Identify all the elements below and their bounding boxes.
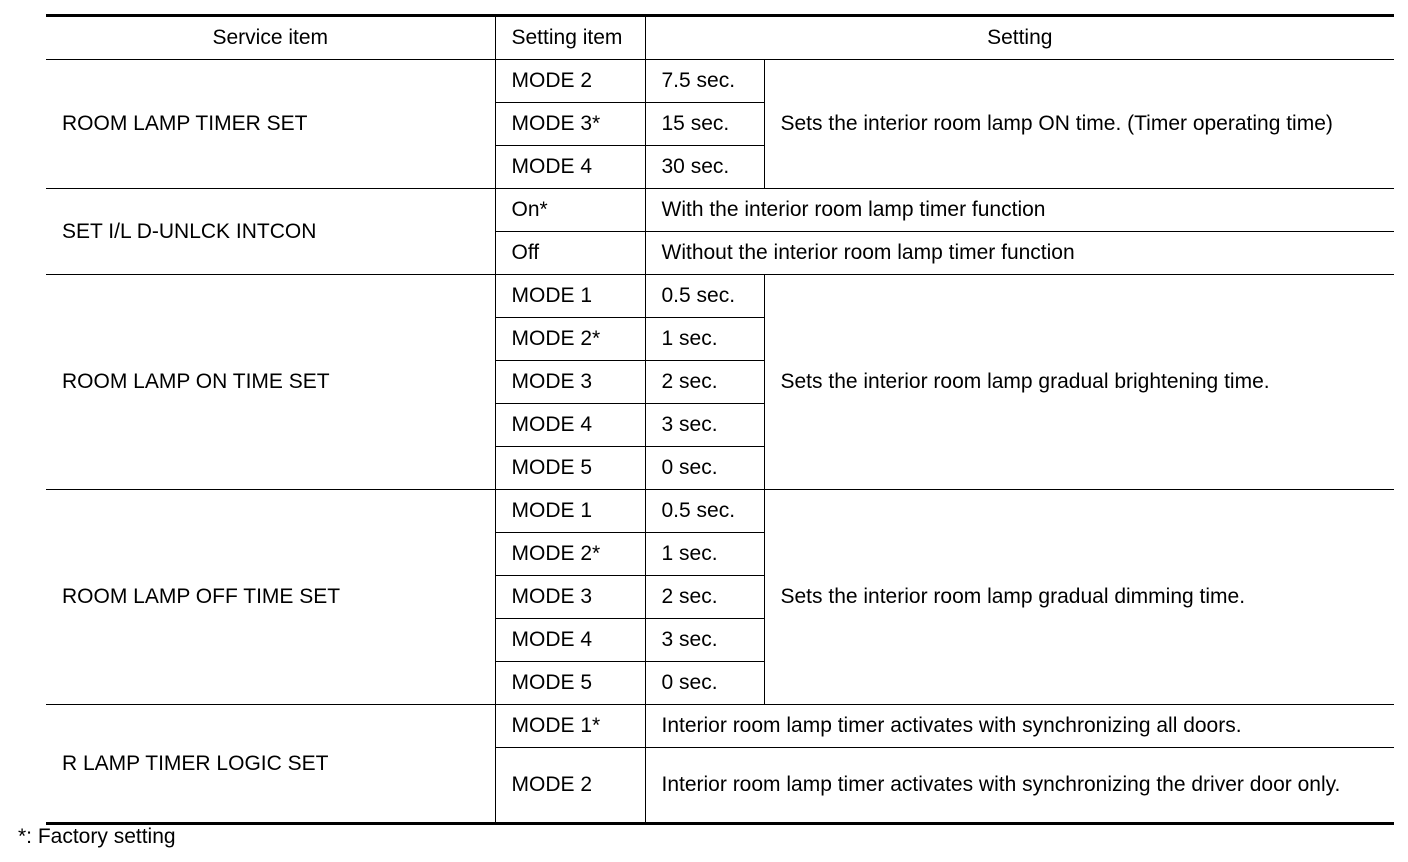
footnote: *: Factory setting <box>18 825 176 848</box>
setting-value-cell: Without the interior room lamp timer function <box>645 232 1394 275</box>
service-item-cell: ROOM LAMP OFF TIME SET <box>46 490 495 705</box>
setting-value-cell: 2 sec. <box>645 361 764 404</box>
setting-value-cell: 3 sec. <box>645 404 764 447</box>
table-row <box>46 275 1394 318</box>
setting-value-cell: 0.5 sec. <box>645 275 764 318</box>
setting-value-cell: 30 sec. <box>645 146 764 189</box>
service-item-cell: ROOM LAMP TIMER SET <box>46 60 495 189</box>
service-item-cell: ROOM LAMP ON TIME SET <box>46 275 495 490</box>
setting-item-cell: MODE 2* <box>495 533 645 576</box>
setting-value-cell: With the interior room lamp timer function <box>645 189 1394 232</box>
table-row <box>46 60 1394 103</box>
settings-table <box>46 14 1394 825</box>
header-row <box>46 16 1394 60</box>
setting-item-cell: Off <box>495 232 645 275</box>
setting-item-cell: MODE 3 <box>495 361 645 404</box>
setting-value-cell: 1 sec. <box>645 533 764 576</box>
setting-value-cell: 0 sec. <box>645 662 764 705</box>
setting-description-cell: Sets the interior room lamp gradual dimming time. <box>764 490 1394 705</box>
setting-value-cell: 2 sec. <box>645 576 764 619</box>
service-item-cell: R LAMP TIMER LOGIC SET <box>46 705 495 824</box>
setting-value-cell: Interior room lamp timer activates with synchronizing the driver door only. <box>645 748 1394 824</box>
header-setting-item: Setting item <box>495 16 645 60</box>
setting-description-cell: Sets the interior room lamp gradual brightening time. <box>764 275 1394 490</box>
setting-item-cell: MODE 4 <box>495 404 645 447</box>
setting-value-cell: 15 sec. <box>645 103 764 146</box>
setting-item-cell: MODE 1 <box>495 490 645 533</box>
setting-item-cell: MODE 5 <box>495 447 645 490</box>
setting-item-cell: MODE 2 <box>495 748 645 824</box>
setting-item-cell: MODE 4 <box>495 146 645 189</box>
setting-item-cell: MODE 2* <box>495 318 645 361</box>
setting-item-cell: MODE 1 <box>495 275 645 318</box>
setting-item-cell: MODE 4 <box>495 619 645 662</box>
setting-item-cell: MODE 3 <box>495 576 645 619</box>
table-row <box>46 490 1394 533</box>
setting-description-cell: Sets the interior room lamp ON time. (Timer operating time) <box>764 60 1394 189</box>
setting-value-cell: Interior room lamp timer activates with synchronizing all doors. <box>645 705 1394 748</box>
setting-item-cell: MODE 3* <box>495 103 645 146</box>
header-service-item: Service item <box>46 16 495 60</box>
setting-item-cell: MODE 5 <box>495 662 645 705</box>
setting-value-cell: 1 sec. <box>645 318 764 361</box>
setting-value-cell: 0 sec. <box>645 447 764 490</box>
setting-item-cell: MODE 2 <box>495 60 645 103</box>
setting-item-cell: On* <box>495 189 645 232</box>
setting-value-cell: 7.5 sec. <box>645 60 764 103</box>
table-row <box>46 705 1394 748</box>
header-setting: Setting <box>645 16 1394 60</box>
table-row <box>46 189 1394 232</box>
setting-value-cell: 3 sec. <box>645 619 764 662</box>
setting-item-cell: MODE 1* <box>495 705 645 748</box>
setting-value-cell: 0.5 sec. <box>645 490 764 533</box>
service-item-cell: SET I/L D-UNLCK INTCON <box>46 189 495 275</box>
